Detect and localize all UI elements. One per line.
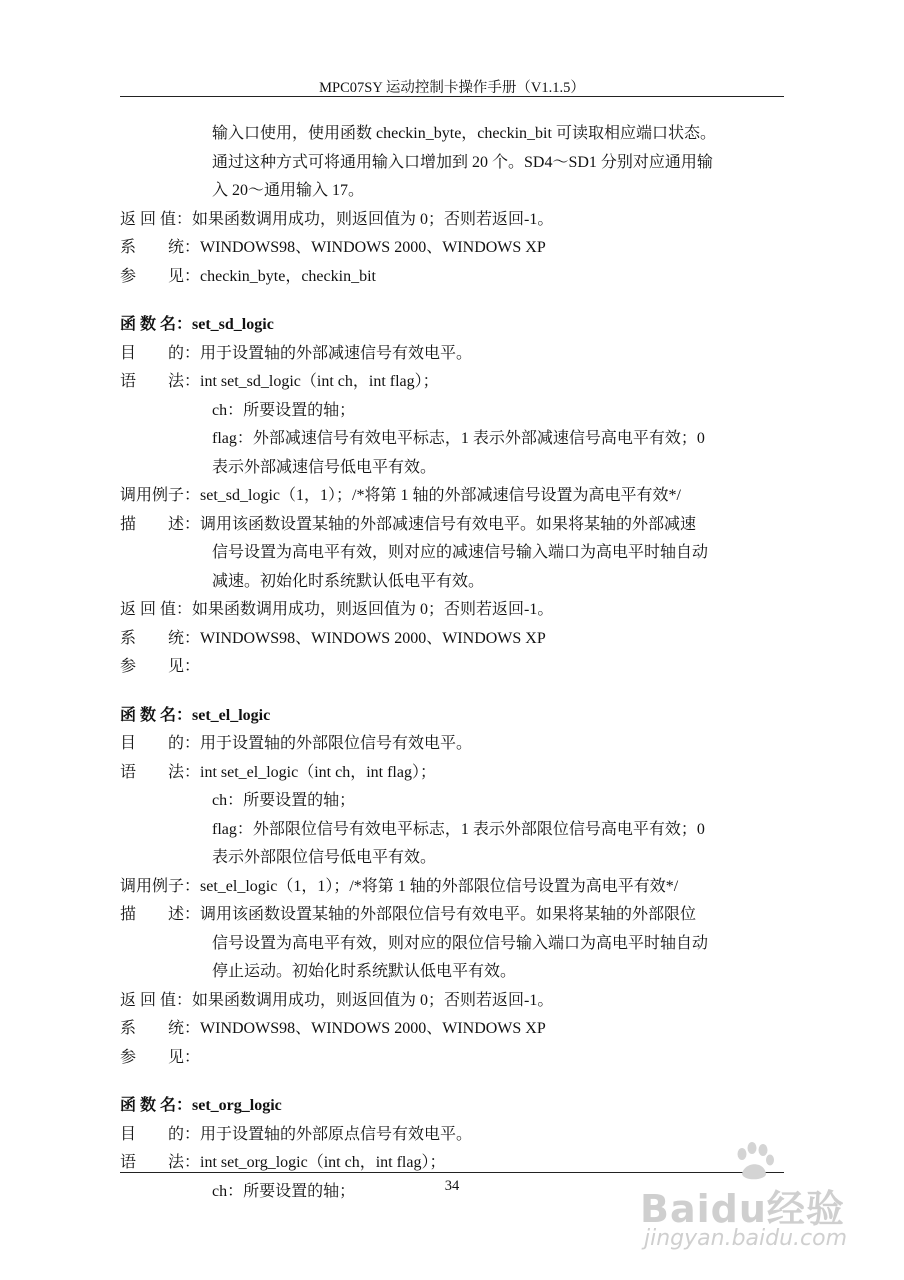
param-line: flag：外部减速信号有效电平标志，1 表示外部减速信号高电平有效；0 (212, 430, 705, 447)
field-value: 调用该函数设置某轴的外部减速信号有效电平。如果将某轴的外部减速 (200, 515, 697, 533)
purpose-row (120, 730, 784, 759)
return-value-row (120, 596, 784, 625)
field-value: int set_sd_logic（int ch，int flag）； (200, 373, 439, 390)
purpose-row (120, 340, 784, 369)
field-label: 调用例子： (120, 487, 201, 504)
param-line: ch：所要设置的轴； (212, 401, 356, 419)
field-label: 参 见： (120, 1048, 201, 1066)
field-label: 系 统： (120, 1020, 201, 1037)
param-line: 表示外部限位信号低电平有效。 (212, 849, 437, 866)
field-value: WINDOWS98、WINDOWS 2000、WINDOWS XP (200, 629, 546, 647)
field-label: 语 法： (120, 373, 201, 390)
return-value-row (120, 987, 784, 1016)
function-name: set_sd_logic (192, 316, 274, 333)
field-value: 用于设置轴的外部原点信号有效电平。 (200, 1125, 473, 1143)
param-line: ch：所要设置的轴； (212, 1182, 356, 1200)
field-value: int set_org_logic（int ch，int flag）； (200, 1154, 446, 1171)
field-value: int set_el_logic（int ch，int flag）； (200, 763, 436, 781)
field-value: set_sd_logic（1，1）；/*将第 1 轴的外部减速信号设置为高电平有效*/ (200, 487, 681, 504)
field-value: checkin_byte，checkin_bit (200, 267, 376, 285)
function-name-row (120, 311, 784, 340)
intro-line: 入 20～通用输入 17。 (212, 182, 365, 199)
description-line: 停止运动。初始化时系统默认低电平有效。 (212, 963, 517, 980)
description-row (120, 511, 784, 540)
return-value-row (120, 206, 784, 235)
watermark-brand: Baidu经验 (640, 1187, 845, 1231)
description-line: 信号设置为高电平有效，则对应的减速信号输入端口为高电平时轴自动 (212, 544, 709, 561)
function-name: set_el_logic (192, 706, 271, 724)
example-row (120, 873, 784, 902)
section-gap (120, 291, 784, 311)
function-name: set_org_logic (192, 1097, 282, 1114)
field-label: 系 统： (120, 629, 201, 647)
field-label: 描 述： (120, 515, 201, 533)
description-line: 减速。初始化时系统默认低电平有效。 (212, 572, 485, 590)
document-body (120, 120, 784, 1206)
page-number: 34 (444, 1178, 460, 1194)
system-row (120, 625, 784, 654)
param-line: flag：外部限位信号有效电平标志，1 表示外部限位信号高电平有效；0 (212, 820, 705, 838)
watermark-url: jingyan.baidu.com (644, 1226, 848, 1251)
see-also-row (120, 1044, 784, 1073)
field-label: 返 回 值： (120, 210, 193, 228)
param-line: ch：所要设置的轴； (212, 792, 356, 809)
see-also-row (120, 263, 784, 292)
field-label: 描 述： (120, 906, 201, 923)
param-line: 表示外部减速信号低电平有效。 (212, 458, 437, 476)
field-label: 函 数 名： (120, 316, 193, 333)
section-gap (120, 682, 784, 702)
field-value: 如果函数调用成功，则返回值为 0；否则若返回-1。 (192, 601, 554, 618)
description-row (120, 901, 784, 930)
syntax-row (120, 368, 784, 397)
function-name-row (120, 1092, 784, 1121)
field-value: 如果函数调用成功，则返回值为 0；否则若返回-1。 (192, 210, 554, 228)
field-label: 目 的： (120, 735, 201, 752)
see-also-row (120, 653, 784, 682)
field-label: 函 数 名： (120, 1097, 193, 1114)
function-name-row (120, 702, 784, 731)
system-row (120, 1015, 784, 1044)
field-label: 语 法： (120, 763, 201, 781)
field-label: 函 数 名： (120, 706, 193, 724)
syntax-row (120, 759, 784, 788)
field-value: 用于设置轴的外部减速信号有效电平。 (200, 344, 473, 362)
header-divider (120, 96, 784, 97)
intro-line: 输入口使用，使用函数 checkin_byte，checkin_bit 可读取相应端口状态。 (212, 125, 716, 142)
intro-line: 通过这种方式可将通用输入口增加到 20 个。SD4～SD1 分别对应通用输 (212, 153, 713, 171)
field-value: WINDOWS98、WINDOWS 2000、WINDOWS XP (200, 1020, 546, 1037)
baidu-watermark (640, 1140, 880, 1260)
section-gap (120, 1072, 784, 1092)
field-label: 调用例子： (120, 877, 201, 895)
field-label: 参 见： (120, 658, 201, 675)
field-value: 如果函数调用成功，则返回值为 0；否则若返回-1。 (192, 991, 554, 1009)
field-label: 返 回 值： (120, 601, 193, 618)
field-value: WINDOWS98、WINDOWS 2000、WINDOWS XP (200, 239, 546, 256)
field-value: 调用该函数设置某轴的外部限位信号有效电平。如果将某轴的外部限位 (200, 906, 697, 923)
field-label: 语 法： (120, 1154, 201, 1171)
system-row (120, 234, 784, 263)
field-value: set_el_logic（1，1）；/*将第 1 轴的外部限位信号设置为高电平有效*/ (200, 877, 679, 895)
field-label: 参 见： (120, 267, 201, 285)
running-header: MPC07SY 运动控制卡操作手册（V1.1.5） (319, 80, 585, 96)
description-line: 信号设置为高电平有效，则对应的限位信号输入端口为高电平时轴自动 (212, 934, 709, 952)
field-value: 用于设置轴的外部限位信号有效电平。 (200, 735, 473, 752)
field-label: 目 的： (120, 344, 201, 362)
field-label: 返 回 值： (120, 991, 193, 1009)
field-label: 目 的： (120, 1125, 201, 1143)
field-label: 系 统： (120, 239, 201, 256)
example-row (120, 482, 784, 511)
